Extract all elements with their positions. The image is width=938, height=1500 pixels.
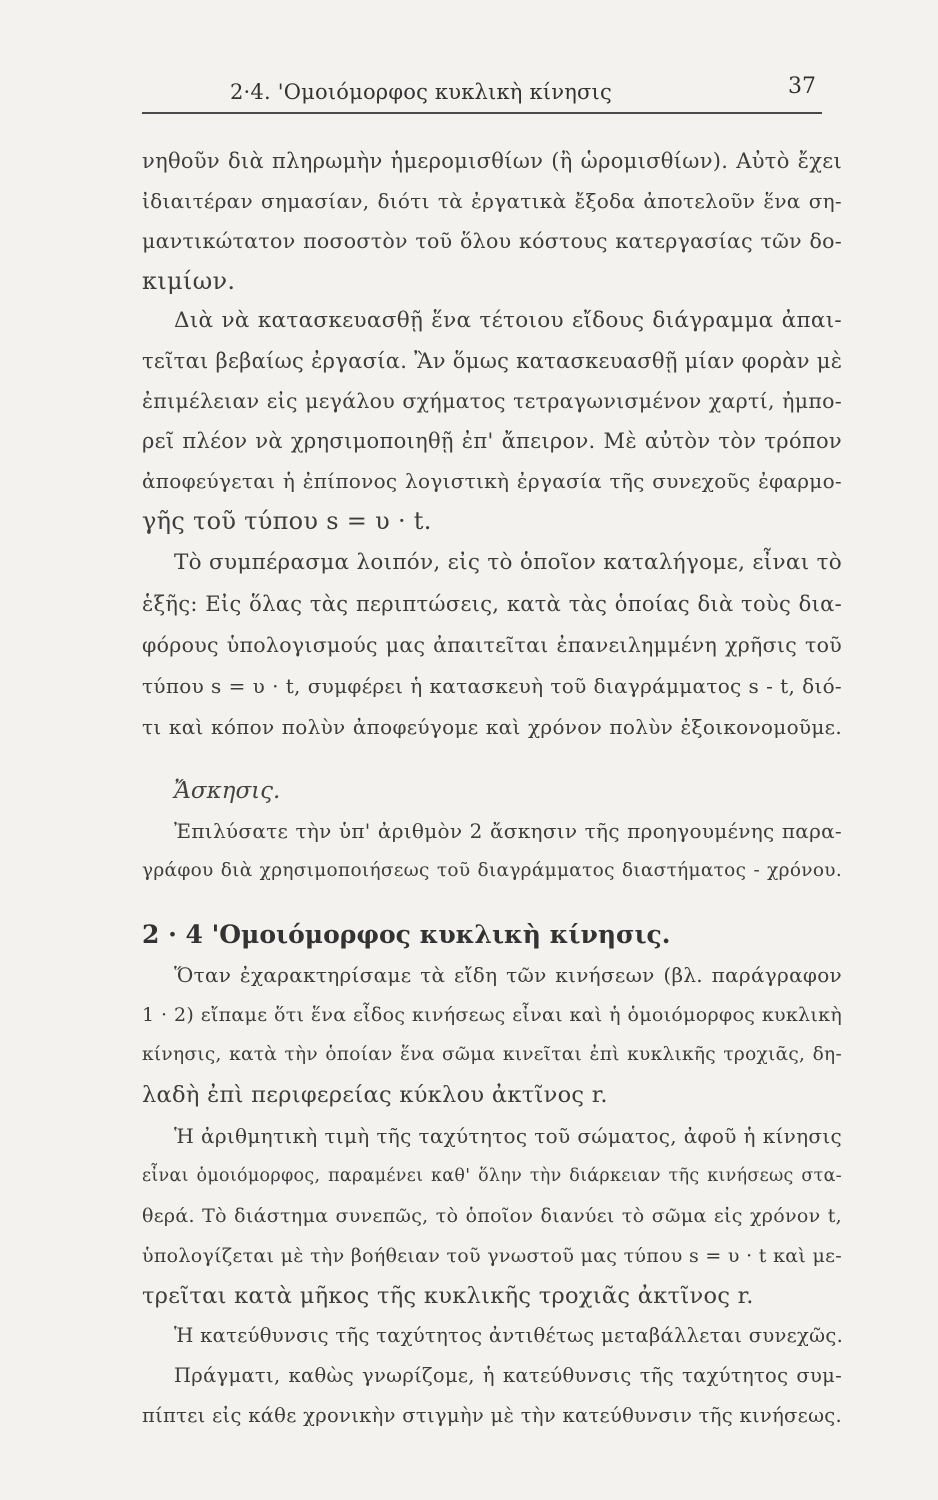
text-line: γῆς τοῦ τύπου s = υ · t.	[142, 507, 432, 535]
running-head	[142, 72, 822, 112]
text-line: Πράγματι, καθὼς γνωρίζομε, ἡ κατεύθυνσις τῆς ταχύτητος συμ-	[174, 1364, 842, 1387]
text-line: Ὅταν ἐχαρακτηρίσαμε τὰ εἴδη τῶν κινήσεων (βλ. παράγραφον	[174, 963, 842, 987]
section-heading: 2 · 4 'Ομοιόμορφος κυκλικὴ κίνησις.	[142, 920, 671, 949]
text-line: εἶναι ὁμοιόμορφος, παραμένει καθ' ὅλην τὴν διάρκειαν τῆς κινήσεως στα-	[142, 1166, 842, 1186]
text-line: νηθοῦν διὰ πληρωμὴν ἡμερομισθίων (ἢ ὡρομισθίων). Αὐτὸ ἔχει	[142, 149, 842, 173]
text-line: θερά. Τὸ διάστημα συνεπῶς, τὸ ὁποῖον διανύει τὸ σῶμα εἰς χρόνον t,	[142, 1205, 842, 1227]
text-line: πίπτει εἰς κάθε χρονικὴν στιγμὴν μὲ τὴν κατεύθυνσιν τῆς κινήσεως.	[142, 1404, 842, 1427]
text-line: τι καὶ κόπον πολὺν ἀποφεύγομε καὶ χρόνον πολὺν ἐξοικονομοῦμε.	[142, 715, 842, 739]
exercise-title: Ἄσκησις.	[174, 778, 281, 804]
text-line: Ἡ κατεύθυνσις τῆς ταχύτητος ἀντιθέτως μεταβάλλεται συνεχῶς.	[174, 1324, 844, 1347]
text-line: ἑξῆς: Εἰς ὅλας τὰς περιπτώσεις, κατὰ τὰς ὁποίας διὰ τοὺς δια-	[142, 592, 842, 616]
page-number: 37	[788, 74, 816, 99]
text-line: κίνησις, κατὰ τὴν ὁποίαν ἕνα σῶμα κινεῖται ἐπὶ κυκλικῆς τροχιᾶς, δη-	[142, 1044, 842, 1065]
text-line: τρεῖται κατὰ μῆκος τῆς κυκλικῆς τροχιᾶς ἀκτῖνος r.	[142, 1283, 754, 1309]
text-line: ἐπιμέλειαν εἰς μεγάλου σχήματος τετραγωνισμένον χαρτί, ἠμπο-	[142, 389, 842, 413]
text-line: Ἐπιλύσατε τὴν ὑπ' ἀριθμὸν 2 ἄσκησιν τῆς προηγουμένης παρα-	[174, 819, 842, 843]
text-line: λαδὴ ἐπὶ περιφερείας κύκλου ἀκτῖνος r.	[142, 1082, 608, 1108]
text-line: ἀποφεύγεται ἡ ἐπίπονος λογιστικὴ ἐργασία τῆς συνεχοῦς ἐφαρμο-	[142, 469, 842, 493]
text-line: Τὸ συμπέρασμα λοιπόν, εἰς τὸ ὁποῖον καταλήγομε, εἶναι τὸ	[174, 550, 843, 575]
text-line: φόρους ὑπολογισμούς μας ἀπαιτεῖται ἐπανειλημμένη χρῆσις τοῦ	[142, 633, 842, 657]
text-line: 1 · 2) εἴπαμε ὅτι ἕνα εἶδος κινήσεως εἶναι καὶ ἡ ὁμοιόμορφος κυκλικὴ	[142, 1004, 842, 1026]
running-title: 2·4. 'Ομοιόμορφος κυκλικὴ κίνησις	[230, 80, 612, 104]
text-line: κιμίων.	[142, 267, 236, 295]
text-line: ἰδιαιτέραν σημασίαν, διότι τὰ ἐργατικὰ ἔξοδα ἀποτελοῦν ἕνα ση-	[142, 189, 842, 213]
text-line: τύπου s = υ · t, συμφέρει ἡ κατασκευὴ τοῦ διαγράμματος s - t, διό-	[142, 674, 842, 698]
text-line: Διὰ νὰ κατασκευασθῇ ἕνα τέτοιου εἴδους διάγραμμα ἀπαι-	[174, 308, 842, 333]
text-line: μαντικώτατον ποσοστὸν τοῦ ὅλου κόστους κατεργασίας τῶν δο-	[142, 229, 842, 253]
text-line: γράφου διὰ χρησιμοποιήσεως τοῦ διαγράμματος διαστήματος - χρόνου.	[142, 860, 842, 881]
text-line: τεῖται βεβαίως ἐργασία. Ἂν ὅμως κατασκευασθῇ μίαν φορὰν μὲ	[142, 349, 843, 373]
text-line: ὑπολογίζεται μὲ τὴν βοήθειαν τοῦ γνωστοῦ μας τύπου s = υ · t καὶ με-	[142, 1245, 842, 1267]
text-line: ρεῖ πλέον νὰ χρησιμοποιηθῇ ἐπ' ἄπειρον. Μὲ αὐτὸν τὸν τρόπον	[142, 429, 842, 453]
header-rule	[142, 112, 822, 114]
text-line: Ἡ ἀριθμητικὴ τιμὴ τῆς ταχύτητος τοῦ σώματος, ἀφοῦ ἡ κίνησις	[174, 1124, 842, 1148]
